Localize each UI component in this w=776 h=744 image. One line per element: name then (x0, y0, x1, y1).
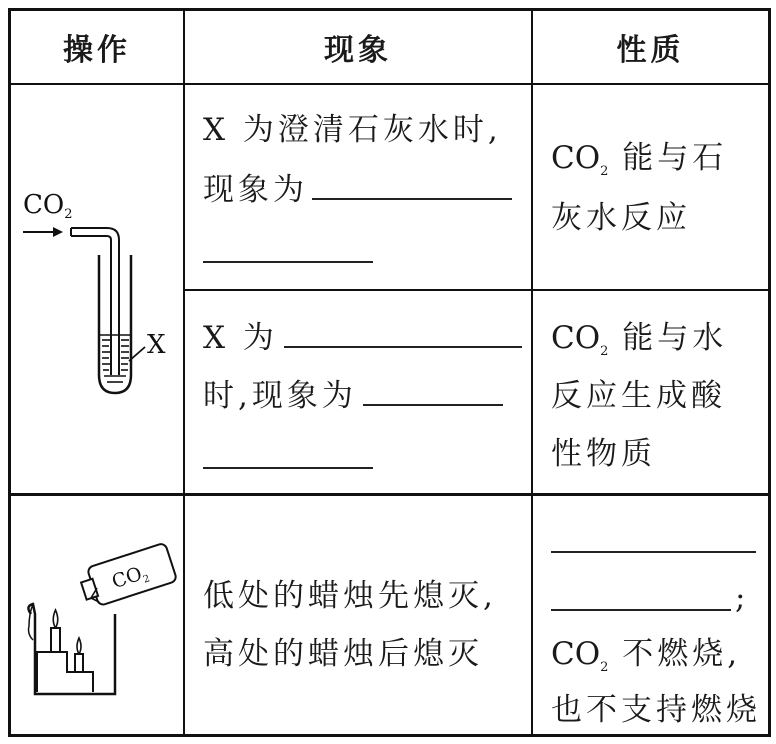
row2-property-line2: 反应生成酸 (551, 378, 726, 414)
row2-property-line3: 性物质 (551, 436, 656, 472)
row2-answer-blank-2[interactable] (203, 467, 373, 469)
row2-answer-blank-1[interactable] (363, 378, 503, 406)
col-divider-2 (531, 11, 533, 734)
header-phenomenon: 现象 (324, 33, 392, 68)
row3-property-text: 不燃烧, (622, 636, 742, 672)
row2-substance-blank[interactable] (284, 320, 522, 348)
x-label: X (147, 330, 166, 360)
bottle-label: CO (109, 562, 145, 594)
co2-formula: $CO_2$ (551, 140, 609, 180)
row2-phenomenon-line1 (203, 309, 522, 367)
row1-property-text: 能与石 (622, 140, 728, 176)
co2-formula: $CO_2$ (551, 636, 609, 676)
row2-phenomenon-line2 (203, 367, 503, 425)
row-divider-inner (183, 289, 768, 291)
row1-phenomenon-line1: X 为澄清石灰水时, (203, 112, 502, 148)
row1-phenomenon-prefix: 现象为 (203, 172, 308, 208)
row3-semicolon: ; (735, 580, 750, 616)
row3-property-line4: 也不支持燃烧 (551, 692, 761, 728)
gas-label: CO (23, 190, 65, 220)
bottle-label-sub: 2 (141, 573, 152, 586)
row2-property-text: 能与水 (622, 320, 728, 356)
row2-phenomenon-prefix2: 时,现象为 (203, 378, 357, 414)
row1-property-line2: 灰水反应 (551, 200, 691, 236)
row1-answer-blank-2[interactable] (203, 261, 373, 263)
col-divider-1 (183, 11, 185, 734)
svg-text:CO2 (23, 190, 73, 222)
test-tube-figure (11, 85, 183, 493)
co2-formula: $CO_2$ (551, 320, 609, 360)
row1-answer-blank-1[interactable] (312, 172, 512, 200)
row1-phenomenon-line2 (203, 161, 512, 219)
row3-phenomenon-line1: 低处的蜡烛先熄灭, (203, 578, 497, 614)
row3-property-blank-1[interactable] (551, 551, 756, 553)
experiment-table (8, 8, 771, 737)
gas-label-sub: 2 (64, 207, 73, 222)
beaker-candles-figure (11, 496, 183, 734)
row3-property-blank-2[interactable] (551, 609, 731, 611)
header-operation: 操作 (63, 33, 131, 68)
header-property: 性质 (616, 33, 685, 68)
row2-phenomenon-prefix: X 为 (203, 320, 278, 356)
row3-phenomenon-line2: 高处的蜡烛后熄灭 (203, 636, 483, 672)
